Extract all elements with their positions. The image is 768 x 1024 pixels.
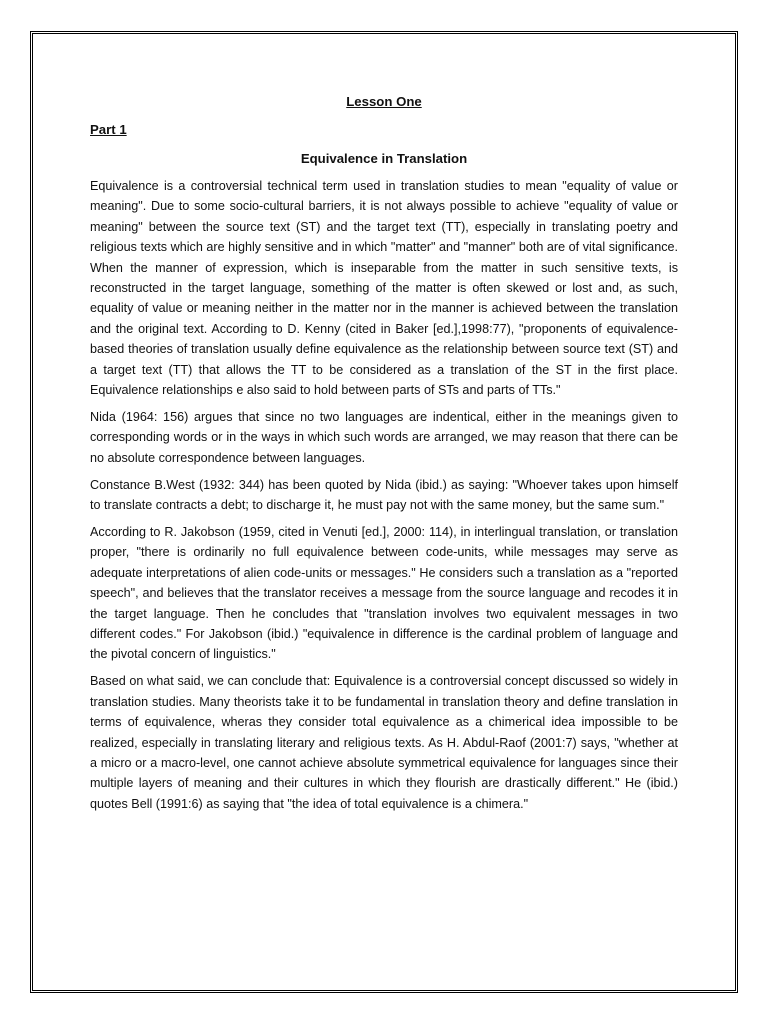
paragraph-jakobson: According to R. Jakobson (1959, cited in Venuti [ed.], 2000: 114), in interlingual translation, or translation proper, "there is ordinarily no full equivalence between code-units, while messages may serve as adequate interpretations of alien code-units or messages." He considers such a translation as a "reported speech", and believes that the translator receives a message from the source language and recodes it in the target language. Then he concludes that "translation involves two equivalent messages in two different codes." For Jakobson (ibid.) "equivalence in difference is the cardinal problem of language and the pivotal concern of linguistics." xyxy=(90,525,678,662)
part-label: Part 1 xyxy=(90,122,127,137)
paragraph-nida: Nida (1964: 156) argues that since no two languages are indentical, either in the meanings given to corresponding words or in the ways in which such words are arranged, we may reason that there can be no absolute correspondence between languages. xyxy=(90,409,678,465)
section-title: Equivalence in Translation xyxy=(300,151,468,166)
paragraph-west: Constance B.West (1932: 344) has been quoted by Nida (ibid.) as saying: "Whoever takes upon himself to translate contracts a debt; to discharge it, he must pay not with the same money, but the same sum." xyxy=(90,477,678,513)
document-body xyxy=(90,92,678,821)
paragraph-equivalence-definition: Equivalence is a controversial technical term used in translation studies to mean "equality of value or meaning". Due to some socio-cultural barriers, it is not always possible to achieve "equality of value or meaning" between the source text (ST) and the target text (TT), especially in translating poetry and religious texts which are highly sensitive and in which "matter" and "manner" both are of vital significance. When the manner of expression, which is inseparable from the matter in such sensitive texts, is reconstructed in the target language, something of the matter is often skewed or lost and, as such, equality of value or meaning neither in the matter nor in the manner is achieved between the translation and the original text. According to D. Kenny (cited in Baker [ed.],1998:77), "proponents of equivalence-based theories of translation usually define equivalence as the relationship between source text (ST) and a target text (TT) that allows the TT to be considered as a translation of the ST in the first place. Equivalence relationships e also said to hold between parts of STs and parts of TTs." xyxy=(90,179,678,398)
paragraph-conclusion: Based on what said, we can conclude that: Equivalence is a controversial concept discussed so widely in translation studies. Many theorists take it to be fundamental in translation theory and define translation in terms of equivalence, wheras they consider total equivalence as a chimerical idea impossible to be realized, especially in translating literary and religious texts. As H. Abdul-Raof (2001:7) says, "whether at a micro or a macro-level, one cannot achieve absolute symmetrical equivalence for languages since their multiple layers of meaning and their cultures in which they flourish are drastically different." He (ibid.) quotes Bell (1991:6) as saying that "the idea of total equivalence is a chimera." xyxy=(90,674,678,811)
lesson-title: Lesson One xyxy=(346,94,422,109)
